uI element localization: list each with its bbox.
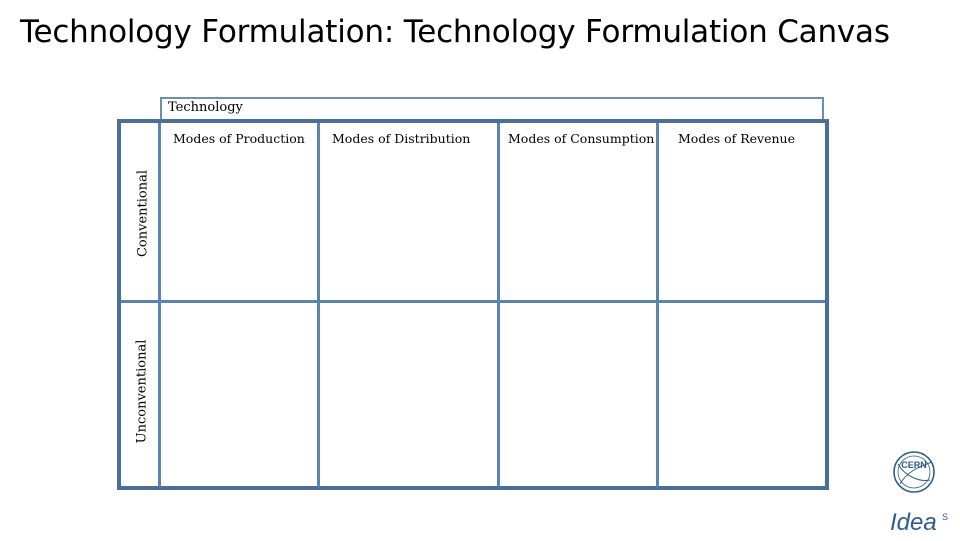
column-divider [656, 123, 659, 487]
column-header-production: Modes of Production [173, 131, 305, 146]
cell-unconventional-production[interactable] [162, 304, 316, 486]
row-label-unconventional: Unconventional [134, 339, 150, 444]
column-divider [317, 123, 320, 487]
logo-wordmark: Idea [890, 509, 937, 536]
column-header-revenue: Modes of Revenue [678, 131, 796, 146]
logo-seal-text: CERN [901, 460, 927, 470]
column-header-consumption: Modes of Consumption [508, 131, 655, 146]
cell-conventional-distribution[interactable] [321, 150, 496, 298]
cell-conventional-production[interactable] [162, 150, 316, 298]
column-divider [158, 123, 161, 487]
cell-unconventional-revenue[interactable] [660, 304, 824, 486]
technology-header-box [160, 97, 824, 121]
logo-superscript: S [942, 512, 949, 522]
column-divider [497, 123, 500, 487]
cell-unconventional-distribution[interactable] [321, 304, 496, 486]
technology-label: Technology [168, 100, 243, 115]
cern-ideas-logo [888, 450, 950, 536]
row-label-conventional: Conventional [135, 169, 151, 258]
column-header-distribution: Modes of Distribution [332, 131, 471, 146]
row-divider [121, 300, 825, 303]
cell-conventional-consumption[interactable] [501, 150, 655, 298]
cell-conventional-revenue[interactable] [660, 150, 824, 298]
page-title: Technology Formulation: Technology Formulation Canvas [20, 14, 890, 50]
cell-unconventional-consumption[interactable] [501, 304, 655, 486]
cern-seal-icon [888, 450, 950, 536]
